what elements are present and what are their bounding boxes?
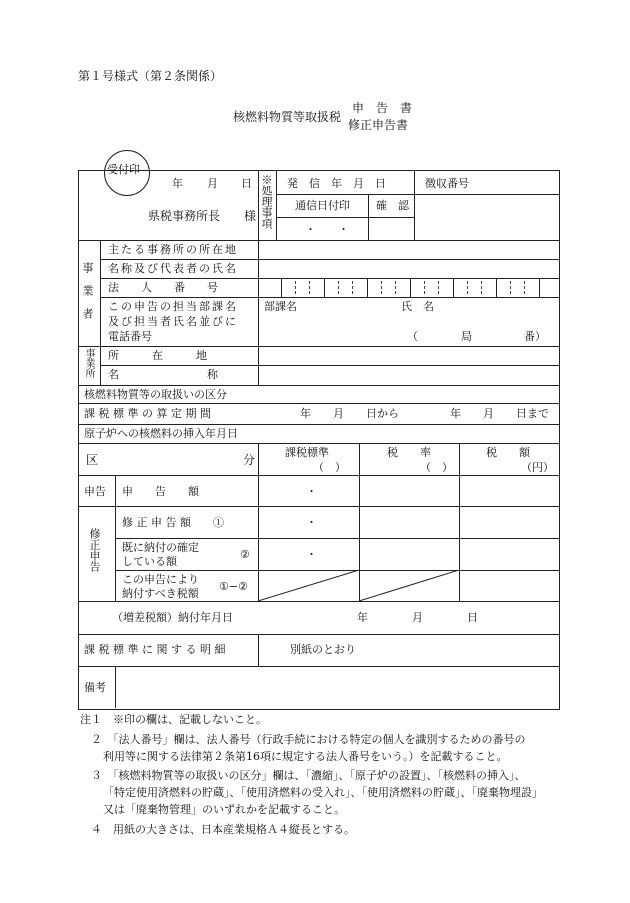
amended-group-label: 修正申告 xyxy=(88,528,101,572)
note-3-line-3: 又は「廃棄物管理」のいずれかを記載すること。 xyxy=(103,803,345,816)
office-use-collection-number: 徴収番号 xyxy=(425,177,469,190)
office-use-postmark: 通信日付印 xyxy=(295,199,350,212)
tax-base-details-value: 別紙のとおり xyxy=(290,643,356,656)
date-day-label: 日 xyxy=(241,177,252,190)
department-label: 部課名 xyxy=(264,300,297,313)
payment-date-value: 年 月 日 xyxy=(357,611,478,624)
establishment-location-label: 所 在 地 xyxy=(108,349,207,362)
establishment-vertical-label: 事業所 xyxy=(83,348,94,378)
reactor-insertion-date-label: 原子炉への核燃料の挿入年月日 xyxy=(84,427,238,440)
form-number: 第１号様式（第２条関係） xyxy=(78,69,223,83)
phone-bureau-label: 局 xyxy=(461,330,472,343)
payable-label-1: この申告により xyxy=(122,573,199,586)
addressee: 県税事務所長 様 xyxy=(148,209,257,223)
remarks-label: 備考 xyxy=(84,681,106,694)
note-3-line-2: 「特定使用済燃料の貯蔵」、「使用済燃料の受入れ」、「使用済燃料の貯蔵」、「廃棄物埋設」 xyxy=(103,786,543,799)
payment-date-label: （増差税額）納付年月日 xyxy=(112,611,233,624)
paid-amount-label-2: している額 xyxy=(122,555,177,568)
declaration-group-label: 申告 xyxy=(84,485,106,498)
office-use-sent-date: 発 信 年 月 日 xyxy=(287,177,386,190)
contact-label-2: 及び担当者氏名並びに xyxy=(108,315,238,328)
establishment-name-label: 名 称 xyxy=(108,368,218,381)
office-use-dots: ・ ・ xyxy=(305,223,349,236)
paid-tax-base-dot: ・ xyxy=(306,548,317,561)
note-4: ４ 用紙の大きさは、日本産業規格Ａ４縦長とする。 xyxy=(91,823,355,836)
contact-label-3: 電話番号 xyxy=(108,330,152,343)
note-2-line-2: 利用等に関する法律第２条第16項に規定する法人番号をいう。）を記載すること。 xyxy=(103,750,508,763)
contact-label-1: この申告の担当部課名 xyxy=(108,300,238,313)
office-use-confirm: 確 認 xyxy=(376,199,409,212)
phone-open: （ xyxy=(407,330,418,343)
section-label-right: 分 xyxy=(243,453,256,467)
handling-category-label: 核燃料物質等の取扱いの区分 xyxy=(84,388,227,401)
tax-base-unit: （ ） xyxy=(313,461,346,474)
date-month-label: 月 xyxy=(207,177,218,190)
name-representative-label: 名称及び代表者の氏名 xyxy=(108,262,238,275)
note-1: 注１ ※印の欄は、記載しないこと。 xyxy=(80,713,267,726)
diagonal-strike-lines xyxy=(258,570,459,601)
period-to: 年 月 日まで xyxy=(450,407,549,420)
receipt-stamp-label: 受付印 xyxy=(107,163,140,176)
note-3-line-1: ３ 「核燃料物質等の取扱いの区分」欄は、「濃縮」、「原子炉の設置」、「核燃料の挿入」、 xyxy=(91,769,526,782)
date-year-label: 年 xyxy=(172,177,183,190)
amended-amount-label: 修 正 申 告 額 ① xyxy=(122,516,224,529)
tax-base-header: 課税標準 xyxy=(285,446,329,459)
paid-amount-number: ② xyxy=(240,548,250,561)
office-use-mark: ※処理事項 xyxy=(260,174,273,229)
tax-rate-header: 税 率 xyxy=(387,446,431,459)
tax-rate-unit: （ ） xyxy=(420,461,453,474)
business-vertical-label: 事業者 xyxy=(81,262,94,331)
phone-number-close: 番） xyxy=(524,330,546,343)
tax-name-title: 核燃料物質等取扱税 xyxy=(233,110,342,124)
declaration-tax-base-dot: ・ xyxy=(306,485,317,498)
note-2-line-1: ２ 「法人番号」欄は、法人番号（行政手続における特定の個人を識別するための番号の xyxy=(91,733,526,746)
amended-tax-base-dot: ・ xyxy=(306,516,317,529)
payable-label-2: 納付すべき税額 xyxy=(122,587,199,600)
tax-amount-unit: （円） xyxy=(521,461,554,474)
main-office-address-label: 主たる事務所の所在地 xyxy=(108,243,238,256)
paid-amount-label-1: 既に納付の確定 xyxy=(122,541,199,554)
title-declaration: 申 告 書 xyxy=(352,101,413,115)
corporate-number-label: 法 人 番 号 xyxy=(108,281,218,294)
tax-base-details-label: 課 税 標 準 に 関 す る 明 細 xyxy=(84,643,226,656)
section-label-left: 区 xyxy=(86,453,99,467)
declaration-amount-label: 申 告 額 xyxy=(122,485,199,498)
person-name-label: 氏 名 xyxy=(401,300,434,313)
title-amended-declaration: 修正申告書 xyxy=(348,118,409,132)
payable-number: ①−② xyxy=(219,580,248,593)
tax-amount-header: 税 額 xyxy=(486,446,530,459)
period-from: 年 月 日から xyxy=(300,407,399,420)
period-label: 課 税 標 準 の 算 定 期 間 xyxy=(84,407,211,420)
